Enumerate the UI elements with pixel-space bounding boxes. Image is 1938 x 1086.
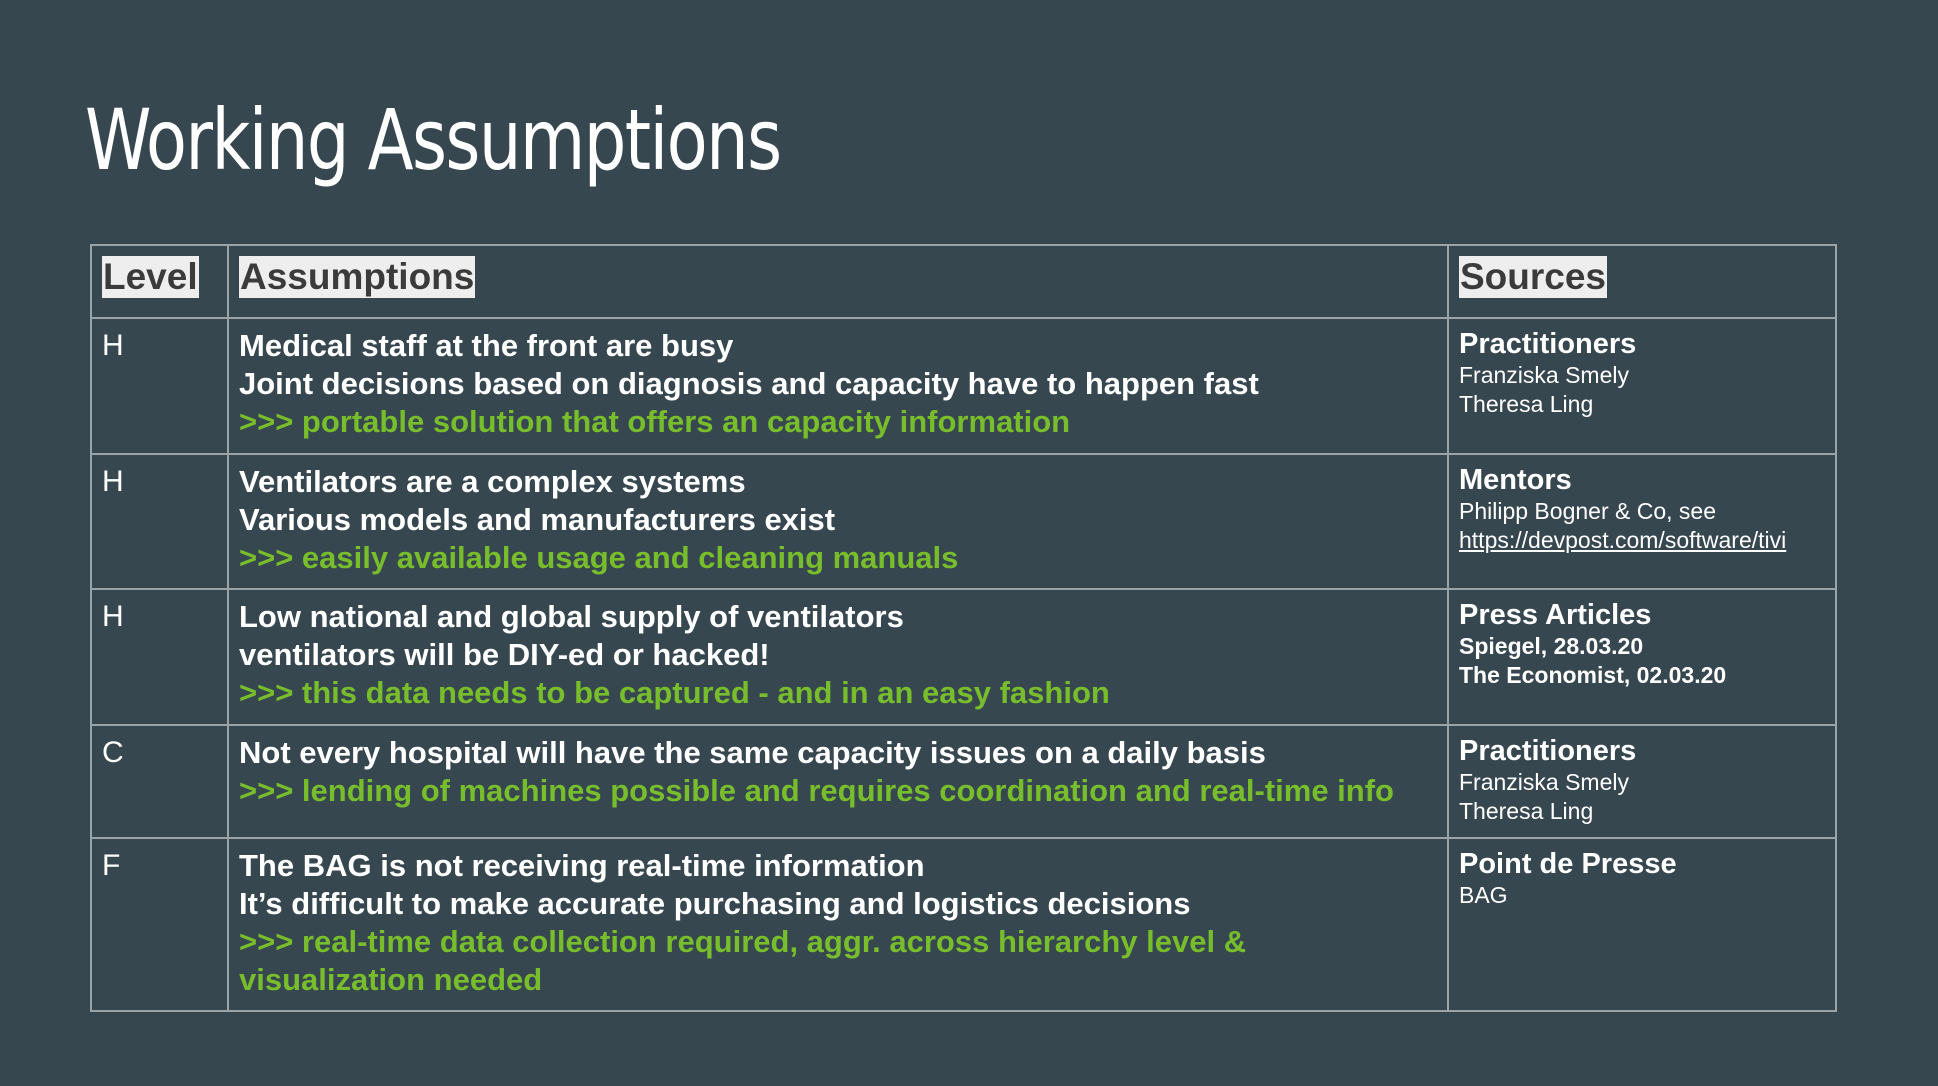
source-line: Franziska Smely (1459, 769, 1629, 795)
assumption-line: Medical staff at the front are busy (239, 328, 734, 363)
assumption-conclusion: >>> portable solution that offers an capacity information (239, 404, 1071, 439)
source-line: Philipp Bogner & Co, see (1459, 498, 1716, 524)
assumptions-table (90, 244, 1837, 1012)
header-level-label: Level (103, 256, 198, 297)
level-value: H (102, 465, 124, 498)
assumption-conclusion: >>> lending of machines possible and requires coordination and real-time info (239, 773, 1394, 808)
table-header-row (91, 245, 1836, 318)
level-cell (91, 318, 228, 454)
table-row (91, 838, 1836, 1011)
table-row (91, 725, 1836, 838)
source-line: The Economist, 02.03.20 (1459, 662, 1727, 688)
assumption-line: It’s difficult to make accurate purchasing and logistics decisions (239, 886, 1191, 921)
source-link[interactable]: https://devpost.com/software/tivi (1459, 527, 1787, 553)
source-title: Point de Presse (1459, 848, 1677, 880)
header-cell-level (91, 245, 228, 318)
assumption-conclusion: >>> real-time data collection required, aggr. across hierarchy level & visualization needed (239, 924, 1247, 997)
assumption-line: Low national and global supply of ventilators (239, 599, 904, 634)
assumption-cell (228, 318, 1448, 454)
level-cell (91, 589, 228, 725)
source-line: Spiegel, 28.03.20 (1459, 633, 1644, 659)
assumption-cell (228, 454, 1448, 589)
level-value: F (102, 849, 121, 882)
header-cell-sources (1448, 245, 1836, 318)
assumption-line: Ventilators are a complex systems (239, 464, 746, 499)
source-cell (1448, 838, 1836, 1011)
slide-title: Working Assumptions (85, 91, 781, 189)
assumption-line: ventilators will be DIY-ed or hacked! (239, 637, 770, 672)
source-title: Practitioners (1459, 735, 1637, 767)
source-cell (1448, 454, 1836, 589)
source-line: BAG (1459, 882, 1508, 908)
level-cell (91, 454, 228, 589)
assumption-cell (228, 589, 1448, 725)
level-value: C (102, 736, 124, 769)
level-value: H (102, 329, 124, 362)
source-title: Mentors (1459, 464, 1572, 496)
level-cell (91, 725, 228, 838)
source-line: Franziska Smely (1459, 362, 1629, 388)
source-cell (1448, 589, 1836, 725)
assumption-cell (228, 725, 1448, 838)
table-row (91, 454, 1836, 589)
assumption-cell (228, 838, 1448, 1011)
assumption-line: Not every hospital will have the same capacity issues on a daily basis (239, 735, 1266, 770)
level-value: H (102, 600, 124, 633)
header-cell-assumptions (228, 245, 1448, 318)
assumption-line: The BAG is not receiving real-time information (239, 848, 925, 883)
level-cell (91, 838, 228, 1011)
source-cell (1448, 318, 1836, 454)
assumption-line: Joint decisions based on diagnosis and capacity have to happen fast (239, 366, 1259, 401)
assumption-conclusion: >>> easily available usage and cleaning manuals (239, 540, 959, 575)
assumption-line: Various models and manufacturers exist (239, 502, 836, 537)
table-row (91, 318, 1836, 454)
source-line: Theresa Ling (1459, 391, 1594, 417)
assumption-conclusion: >>> this data needs to be captured - and in an easy fashion (239, 675, 1110, 710)
source-title: Practitioners (1459, 328, 1637, 360)
header-assumptions-label: Assumptions (240, 256, 475, 297)
source-title: Press Articles (1459, 599, 1652, 631)
source-line: Theresa Ling (1459, 798, 1594, 824)
header-sources-label: Sources (1460, 256, 1607, 297)
table-row (91, 589, 1836, 725)
source-cell (1448, 725, 1836, 838)
